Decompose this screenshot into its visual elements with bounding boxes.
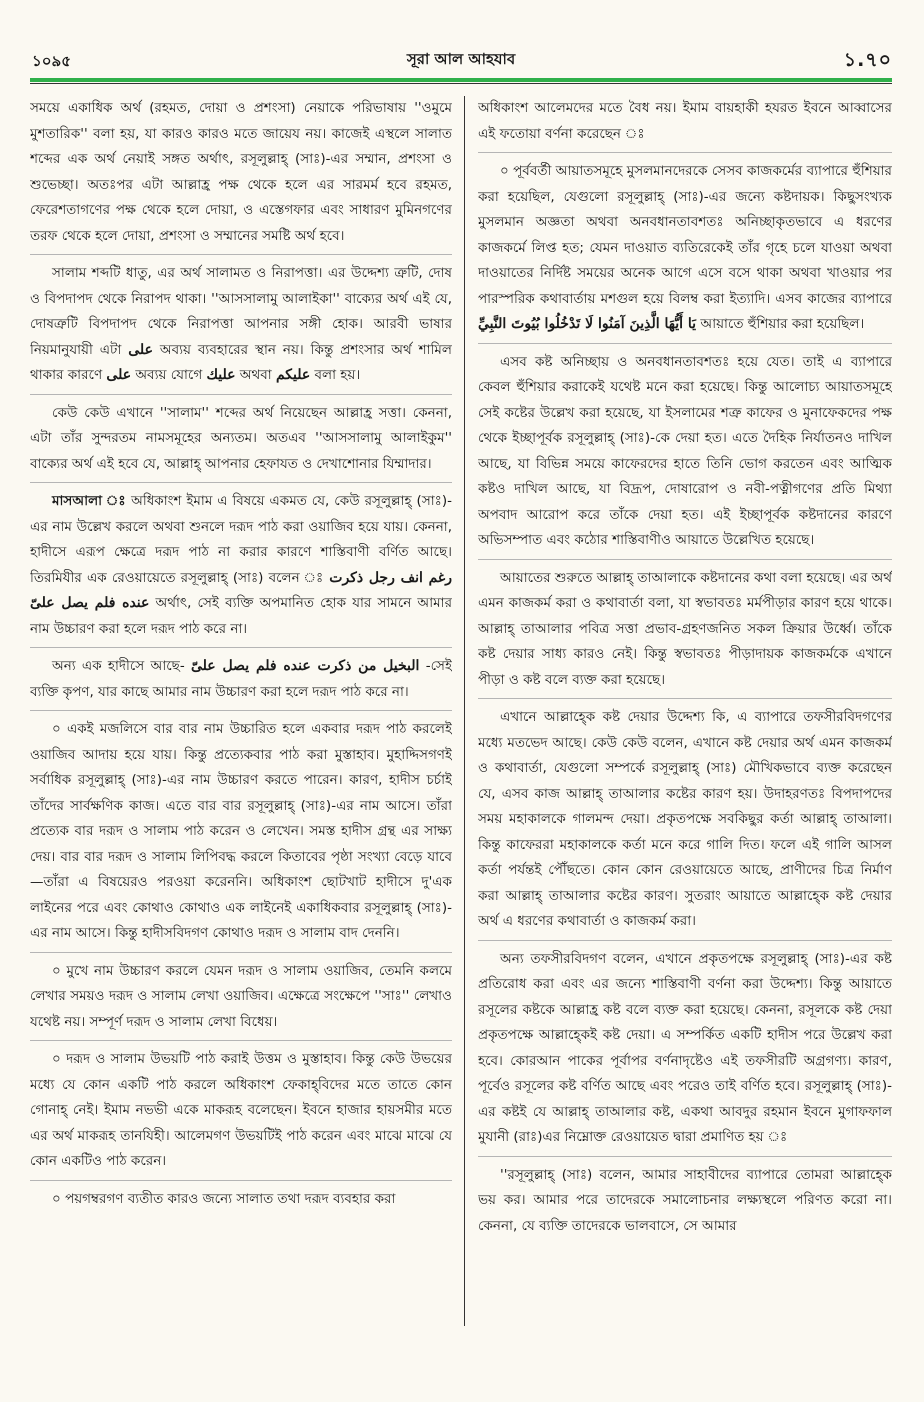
text-run: অব্যয় ব্যবহারের স্থান নয়। কিন্তু প্রশংসার অর্থ শামিল থাকার কারণে — [30, 341, 452, 383]
paragraph-separator — [30, 710, 452, 711]
right-paragraph-4: আয়াতের শুরুতে আল্লাহ্ তাআলাকে কষ্টদানের কথা বলা হয়েছে। এর অর্থ এমন কাজকর্ম করা ও কথাবার্তা বলা, যা স্বভাবতঃ মর্মপীড়ার কারণ হয়ে থাকে। আল্লাহ্ তাআলার পবিত্র সত্তা প্রভাব-গ্রহণজনিত সকল ক্রিয়ার উর্ধ্বে। তাঁকে কষ্ট দেয়ার সাধ্য কারও নেই। কিন্তু স্বভাবতঃ পীড়াদায়ক কাজকর্মকে এখানে পীড়া ও কষ্ট বলে ব্যক্ত করা হয়েছে। — [478, 569, 892, 688]
chapter-title: সূরা আল আহযাব — [406, 50, 516, 68]
page-number-left: ১০৯৫ — [32, 52, 71, 70]
page-header — [30, 44, 892, 74]
left-paragraph-3: কেউ কেউ এখানে ''সালাম'' শব্দের অর্থ নিয়েছেন আল্লাহ্র সত্তা। কেননা, এটা তাঁর সুন্দরতম নামসমূহের অন্যতম। অতএব ''আসসালামু আলাইকুম'' বাক্যের অর্থ এই হবে যে, আল্লাহ্ আপনার হেফাযত ও দেখাশোনার যিম্মাদার। — [30, 404, 452, 472]
arabic-word: على — [106, 367, 132, 383]
paragraph-separator — [478, 940, 892, 941]
text-run: সালাম শব্দটি ধাতু, এর অর্থ সালামত ও নিরাপত্তা। এর উদ্দেশ্য ত্রুটি, দোষ ও বিপদাপদ থেকে নিরাপদ থাকা। ''আসসালামু আলাইকা'' বাক্যের অর্থ এই যে, দোষত্রুটি বিপদাপদ থেকে নিরাপত্তা আপনার সঙ্গী হোক। আরবী ভাষার নিয়মানুযায়ী এটা — [30, 265, 452, 358]
paragraph-separator — [478, 698, 892, 699]
right-paragraph-7: ''রসূলুল্লাহ্ (সাঃ) বলেন, আমার সাহাবীদের ব্যাপারে তোমরা আল্লাহ্কে ভয় কর। আমার পরে তাদেরকে সমালোচনার লক্ষ্যস্থলে পরিণত করো না। কেননা, যে ব্যক্তি তাদেরকে ভালবাসে, সে আমার — [478, 1166, 892, 1234]
quran-verse: يَا أَيُّهَا الَّذِينَ آمَنُوا لَا تَدْخُلُوا بُيُوتَ النَّبِيِّ — [478, 316, 697, 332]
column-divider — [464, 96, 465, 1326]
text-run: বলা হয়। — [310, 367, 361, 383]
paragraph-separator — [30, 482, 452, 483]
masala-label: মাসআলা ঃ — [52, 493, 127, 509]
arabic-hadith: رغم انف رجل ذكرت عنده فلم يصل علىّ — [30, 569, 452, 611]
arabic-word: عليك — [206, 367, 236, 383]
paragraph-separator — [30, 1180, 452, 1181]
right-paragraph-5: এখানে আল্লাহ্কে কষ্ট দেয়ার উদ্দেশ্য কি, এ ব্যাপারে তফসীরবিদগণের মধ্যে মতভেদ আছে। কেউ কেউ বলেন, এখানে কষ্ট দেয়ার অর্থ এমন কাজকর্ম ও কথাবার্তা, যেগুলো সম্পর্কে রসূলুল্লাহ্ (সাঃ) মৌখিকভাবে ব্যক্ত করেছেন যে, এসব কাজ আল্লাহ্ তাআলার কষ্টের কারণ হয়। উদাহরণতঃ বিপদাপদের সময় মহাকালকে গালমন্দ দেয়া। প্রকৃতপক্ষে সবকিছুর কর্তা আল্লাহ্ তাআলা। কিন্তু কাফেররা মহাকালকে কর্তা মনে করে গালি দিত। ফলে এই গালি আসল কর্তা পর্যন্তই পৌঁছতে। কোন কোন রেওয়ায়েতে আছে, প্রাণীদের চিত্র নির্মাণ করা আল্লাহ্ তাআলার কষ্টের কারণ। সুতরাং আয়াতে আল্লাহ্কে কষ্ট দেয়ার অর্থ এ ধরণের কথাবার্তা ও কাজকর্ম করা। — [478, 709, 892, 929]
left-paragraph-4 — [30, 489, 452, 642]
text-run: ০ পূর্ববর্তী আয়াতসমূহে মুসলমানদেরকে সেসব কাজকর্মের ব্যাপারে হুঁশিয়ার করা হয়েছিল, যেগুলো রসূলুল্লাহ্ (সাঃ)-এর জন্যে কষ্টদায়ক। কিছুসংখ্যক মুসলমান অজ্ঞতা অথবা অনবধানতাবশতঃ অনিচ্ছাকৃতভাবে এ ধরণের কাজকর্মে লিপ্ত হত; যেমন দাওয়াত ব্যতিরেকেই তাঁর গৃহে চলে যাওয়া অথবা দাওয়াতের নির্দিষ্ট সময়ের অনেক আগে এসে বসে থাকা অথবা খাওয়ার পর পারস্পরিক কথাবার্তায় মশগুল হয়ে বিলম্ব করা ইত্যাদি। এসব কাজের ব্যাপারে — [478, 163, 892, 307]
left-paragraph-6: ০ একই মজলিসে বার বার নাম উচ্চারিত হলে একবার দরূদ পাঠ করলেই ওয়াজিব আদায় হয়ে যায়। কিন্তু প্রত্যেকবার পাঠ করা মুস্তাহাব। মুহাদ্দিসগণই সর্বাধিক রসূলুল্লাহ্ (সাঃ)-এর নাম উচ্চারণ করতে পারেন। কারণ, হাদীস চর্চাই তাঁদের সার্বক্ষণিক কাজ। এতে বার বার রসূলুল্লাহ্ (সাঃ)-এর নাম আসে। তাঁরা প্রত্যেক বার দরূদ ও সালাম পাঠ করেন ও লেখেন। সমস্ত হাদীস গ্রন্থ এর সাক্ষ্য দেয়। বার বার দরূদ ও সালাম লিপিবদ্ধ করলে কিতাবের পৃষ্ঠা সংখ্যা বেড়ে যাবে—তাঁরা এ বিষয়েরও পরওয়া করেননি। অধিকাংশ ছোটখাট হাদীসে দু'এক লাইনের পরে এবং কোথাও কোথাও এক লাইনেই একাধিকবার রসূলুল্লাহ্ (সাঃ)-এর নাম আসে। কিন্তু হাদীসবিদগণ কোথাও দরূদ ও সালাম বাদ দেননি। — [30, 721, 452, 941]
paragraph-separator — [478, 559, 892, 560]
arabic-word: عليكم — [275, 367, 311, 383]
paragraph-separator — [478, 152, 892, 153]
text-run: আয়াতে হুঁশিয়ার করা হয়েছিল। — [696, 316, 865, 332]
header-green-rule — [30, 78, 892, 82]
right-paragraph-2 — [478, 159, 892, 338]
left-column — [30, 96, 452, 1326]
arabic-hadith: البخيل من ذكرت عنده فلم يصل علىّ — [190, 658, 420, 674]
paragraph-separator — [30, 254, 452, 255]
right-paragraph-1: অধিকাংশ আলেমদের মতে বৈধ নয়। ইমাম বায়হাকী হযরত ইবনে আব্বাসের এই ফতোয়া বর্ণনা করেছেন ঃ — [478, 100, 892, 142]
paragraph-separator — [30, 647, 452, 648]
header-black-rule — [30, 83, 892, 84]
paragraph-separator — [30, 952, 452, 953]
right-column — [478, 96, 892, 1326]
left-paragraph-2 — [30, 261, 452, 389]
text-run: অর্থাৎ, সেই ব্যক্তি অপমানিত হোক যার সামনে আমার নাম উচ্চারণ করা হলে দরূদ পাঠ করে না। — [30, 595, 452, 637]
left-paragraph-5 — [30, 654, 452, 705]
paragraph-separator — [478, 1156, 892, 1157]
left-paragraph-7: ০ মুখে নাম উচ্চারণ করলে যেমন দরূদ ও সালাম ওয়াজিব, তেমনি কলমে লেখার সময়ও দরূদ ও সালাম লেখা ওয়াজিব। এক্ষেত্রে সংক্ষেপে ''সাঃ'' লেখাও যথেষ্ট নয়। সম্পূর্ণ দরূদ ও সালাম লেখা বিধেয়। — [30, 962, 452, 1030]
left-paragraph-8: ০ দরূদ ও সালাম উভয়টি পাঠ করাই উত্তম ও মুস্তাহাব। কিন্তু কেউ উভয়ের মধ্যে যে কোন একটি পাঠ করলে অধিকাংশ ফেকাহ্‌বিদের মতে তাতে কোন গোনাহ্ নেই। ইমাম নভভী একে মাকরূহ বলেছেন। ইবনে হাজার হায়সমীর মতে এর অর্থ মাকরূহ তানযিহী। আলেমগণ উভয়টিই পাঠ করেন এবং মাঝে মাঝে যে কোন একটিও পাঠ করেন। — [30, 1051, 452, 1169]
text-run: -সেই ব্যক্তি কৃপণ, যার কাছে আমার নাম উচ্চারণ করা হলে দরূদ পাঠ করে না। — [30, 658, 452, 700]
paragraph-separator — [30, 394, 452, 395]
left-paragraph-9: ০ পয়গম্বরগণ ব্যতীত কারও জন্যে সালাত তথা দরূদ ব্যবহার করা — [52, 1190, 396, 1207]
right-paragraph-6: অন্য তফসীরবিদগণ বলেন, এখানে প্রকৃতপক্ষে রসূলুল্লাহ্ (সাঃ)-এর কষ্ট প্রতিরোধ করা এবং এর জন্যে শাস্তিবাণী বর্ণনা করা উদ্দেশ্য। কিন্তু আয়াতে রসূলের কষ্টকে আল্লাহ্র কষ্ট বলে ব্যক্ত করা হয়েছে। কেননা, রসূলকে কষ্ট দেয়া প্রকৃতপক্ষে আল্লাহ্কেই কষ্ট দেয়া। এ সম্পর্কিত একটি হাদীস পরে উল্লেখ করা হবে। কোরআন পাকের পূর্বাপর বর্ণনাদৃষ্টেও এই তফসীরটি অগ্রগণ্য। কারণ, পূর্বেও রসূলের কষ্ট বর্ণিত আছে এবং পরেও তাই বর্ণিত হবে। রসূলুল্লাহ্ (সাঃ)- এর কষ্টই যে আল্লাহ্ তাআলার কষ্ট, একথা আবদুর রহমান ইবনে মুগাফফাল মুযানী (রাঃ)এর নিম্নোক্ত রেওয়ায়েত দ্বারা প্রমাণিত হয় ঃ — [478, 950, 892, 1145]
arabic-word: على — [128, 341, 153, 358]
text-run: অথবা — [235, 367, 276, 383]
text-run: অব্যয় যোগে — [131, 367, 207, 383]
paragraph-separator — [30, 1040, 452, 1041]
page-number-right: ১.৭০ — [843, 49, 892, 71]
left-paragraph-1: সময়ে একাধিক অর্থ (রহমত, দোয়া ও প্রশংসা) নেয়াকে পরিভাষায় ''ওমুমে মুশতারিক'' বলা হয়, যা কারও কারও মতে জায়েয নয়। কাজেই এস্থলে সালাত শব্দের এক অর্থ নেয়াই সঙ্গত অর্থাৎ, রসূলুল্লাহ্ (সাঃ)-এর সম্মান, প্রশংসা ও শুভেচ্ছা। অতঃপর এটা আল্লাহ্র পক্ষ থেকে হলে এর সারমর্ম হবে রহমত, ফেরেশতাগণের পক্ষ থেকে হলে দোয়া, ও এস্তেগফার এবং সাধারণ মুমিনগণের তরফ থেকে হলে দোয়া, প্রশংসা ও সম্মানের সমষ্টি অর্থ হবে। — [30, 100, 452, 244]
text-run: অধিকাংশ ইমাম এ বিষয়ে একমত যে, কেউ রসূলুল্লাহ্ (সাঃ)-এর নাম উল্লেখ করলে অথবা শুনলে দরূদ পাঠ করা ওয়াজিব হয়ে যায়। কেননা, হাদীসে এরূপ ক্ষেত্রে দরূদ পাঠ না করার কারণে শাস্তিবাণী বর্ণিত আছে। তিরমিযীর এক রেওয়ায়েতে রসূলুল্লাহ্ (সাঃ) বলেন ঃ — [30, 493, 452, 586]
right-paragraph-3: এসব কষ্ট অনিচ্ছায় ও অনবধানতাবশতঃ হয়ে যেত। তাই এ ব্যাপারে কেবল হুঁশিয়ার করাকেই যথেষ্ট মনে করা হয়েছে। কিন্তু আলোচ্য আয়াতসমূহে সেই কষ্টের উল্লেখ করা হয়েছে, যা ইসলামের শত্রু কাফের ও মুনাফেকদের পক্ষ থেকে ইচ্ছাপূর্বক রসূলুল্লাহ্ (সাঃ)-কে দেয়া হত। এতে দৈহিক নির্যাতনও দাখিল আছে, যা বিভিন্ন সময়ে কাফেরদের হাতে তিনি ভোগ করতেন এবং আত্মিক কষ্টও দাখিল আছে, যা বিদ্রূপ, দোষারোপ ও নবী-পত্নীগণের প্রতি মিথ্যা অপবাদ আরোপ করে তাঁকে দেয়া হত। এই ইচ্ছাপূর্বক কষ্টদানের কারণে অভিসম্পাত এবং কঠোর শাস্তিবাণীও আয়াতে উল্লেখিত হয়েছে। — [478, 353, 892, 548]
text-run: অন্য এক হাদীসে আছে- — [52, 658, 191, 674]
paragraph-separator — [478, 343, 892, 344]
